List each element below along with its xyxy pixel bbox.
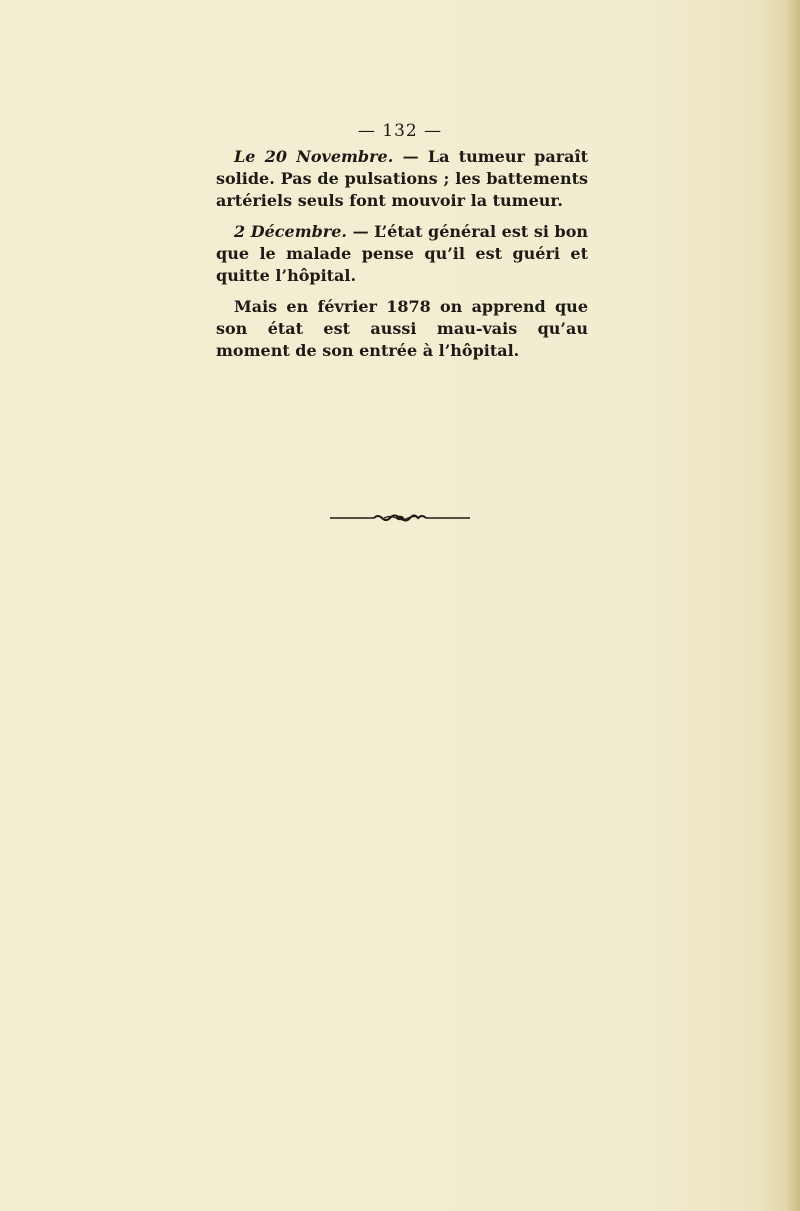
- paragraph-3: [216, 296, 588, 362]
- paragraph-3-text: Mais en février 1878 on apprend que son état est aussi mau-vais qu’au moment de son entrée à l’hôpital.: [216, 297, 588, 360]
- decorative-rule-icon: [330, 512, 470, 524]
- page-edge-shadow: [786, 0, 800, 1211]
- date-label-2: 2 Décembre.: [234, 222, 347, 241]
- date-label-1: Le 20 Novembre.: [234, 147, 394, 166]
- body-text: [216, 146, 588, 371]
- paragraph-2-text: — L’état général est si bon que le malade pense qu’il est guéri et quitte l’hôpital.: [216, 222, 588, 285]
- paragraph-1: [216, 146, 588, 212]
- paragraph-1-text: — La tumeur paraît solide. Pas de pulsations ; les battements artériels seuls font mouvoir la tumeur.: [216, 147, 588, 210]
- page-number: — 132 —: [357, 121, 443, 141]
- paragraph-2: [216, 221, 588, 287]
